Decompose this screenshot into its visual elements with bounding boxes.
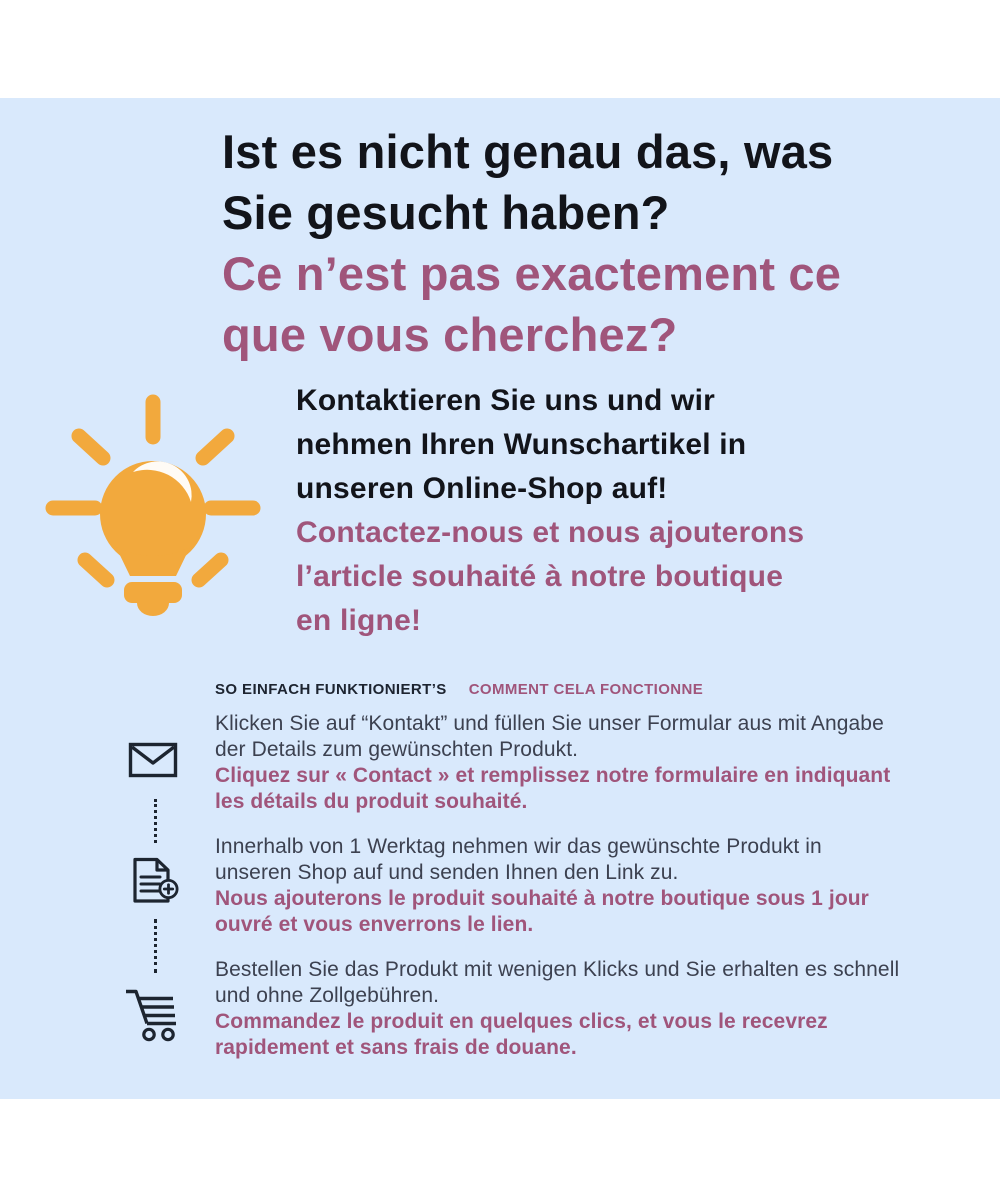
step-fr-line: Nous ajouterons le produit souhaité à notre boutique sous 1 jour bbox=[215, 887, 869, 910]
intro-fr-line: Contactez-nous et nous ajouterons bbox=[296, 516, 805, 549]
label-fr: COMMENT CELA FONCTIONNE bbox=[468, 681, 704, 698]
step-fr-line: rapidement et sans frais de douane. bbox=[215, 1036, 577, 1059]
document-add-icon bbox=[131, 857, 179, 907]
intro-de-line: Kontaktieren Sie uns und wir bbox=[296, 384, 715, 417]
intro-body bbox=[296, 379, 804, 643]
intro-de-line: nehmen Ihren Wunschartikel in bbox=[296, 428, 747, 461]
intro-de-line: unseren Online-Shop auf! bbox=[296, 472, 668, 505]
step-de-line: Bestellen Sie das Produkt mit wenigen Klicks und Sie erhalten es schnell bbox=[215, 958, 900, 981]
headline-de-line: Sie gesucht haben? bbox=[222, 186, 670, 239]
how-it-works-labels bbox=[215, 681, 703, 698]
lightbulb-icon bbox=[45, 392, 275, 624]
step-de-line: Klicken Sie auf “Kontakt” und füllen Sie unser Formular aus mit Angabe bbox=[215, 712, 884, 735]
headline-fr-line: que vous cherchez? bbox=[222, 308, 678, 361]
step-fr-line: Commandez le produit en quelques clics, et vous le recevrez bbox=[215, 1010, 828, 1033]
step-2-text bbox=[215, 834, 869, 938]
step-1-text bbox=[215, 711, 890, 815]
dotted-connector bbox=[154, 919, 157, 973]
intro-fr-line: l’article souhaité à notre boutique bbox=[296, 560, 784, 593]
shopping-cart-icon bbox=[122, 986, 180, 1044]
step-de-line: und ohne Zollgebühren. bbox=[215, 984, 440, 1007]
step-de-line: der Details zum gewünschten Produkt. bbox=[215, 738, 579, 761]
step-fr-line: ouvré et vous enverrons le lien. bbox=[215, 913, 534, 936]
headline-de-line: Ist es nicht genau das, was bbox=[222, 125, 834, 178]
step-3-text bbox=[215, 957, 899, 1061]
step-fr-line: Cliquez sur « Contact » et remplissez notre formulaire en indiquant bbox=[215, 764, 891, 787]
envelope-icon bbox=[128, 742, 178, 778]
step-de-line: unseren Shop auf und senden Ihnen den Link zu. bbox=[215, 861, 679, 884]
dotted-connector bbox=[154, 799, 157, 843]
step-de-line: Innerhalb von 1 Werktag nehmen wir das gewünschte Produkt in bbox=[215, 835, 822, 858]
step-fr-line: les détails du produit souhaité. bbox=[215, 790, 528, 813]
label-de: SO EINFACH FUNKTIONIERT’S bbox=[215, 681, 447, 698]
intro-fr-line: en ligne! bbox=[296, 604, 422, 637]
headline bbox=[222, 121, 841, 365]
headline-fr-line: Ce n’est pas exactement ce bbox=[222, 247, 842, 300]
